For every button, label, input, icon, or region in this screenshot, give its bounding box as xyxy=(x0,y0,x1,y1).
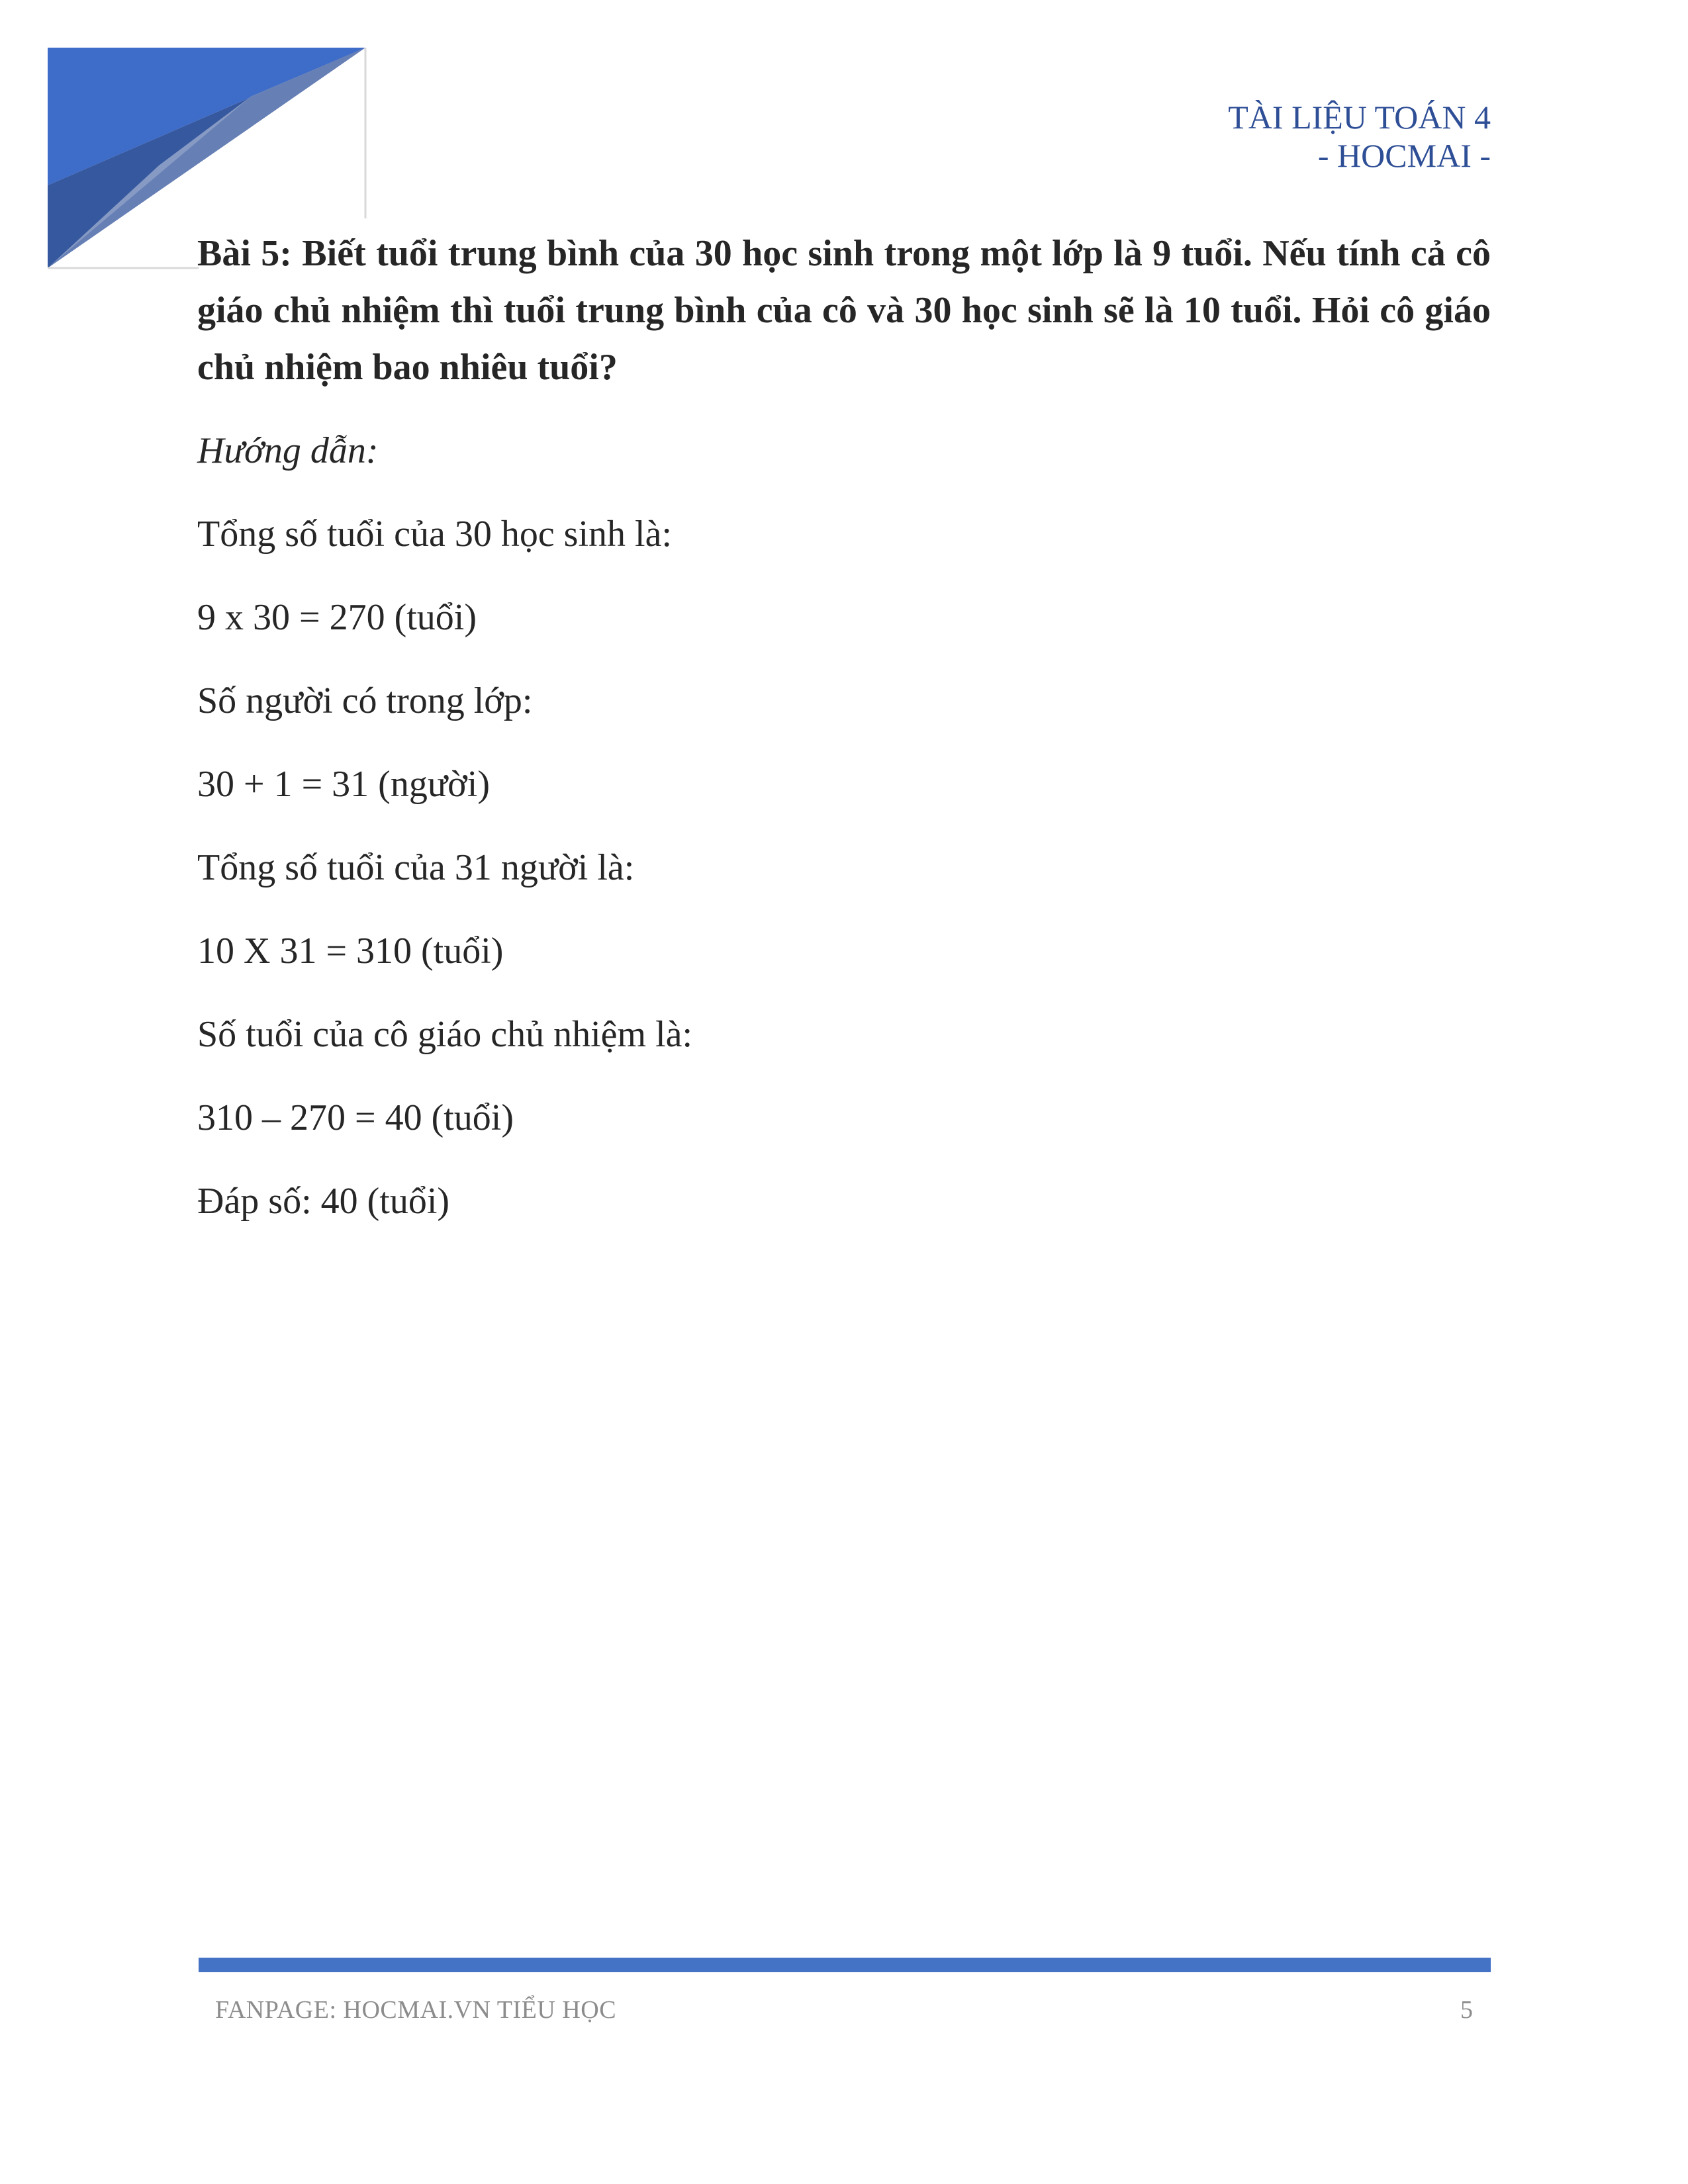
guide-label: Hướng dẫn: xyxy=(197,430,379,471)
page-number: 5 xyxy=(1460,1996,1473,2024)
footer-divider xyxy=(199,1958,1491,1972)
solution-line: Tổng số tuổi của 31 người là: xyxy=(197,847,635,888)
solution-line: Tổng số tuổi của 30 học sinh là: xyxy=(197,514,673,555)
footer-fanpage: FANPAGE: HOCMAI.VN TIỂU HỌC xyxy=(215,1996,617,2024)
solution-line: Số tuổi của cô giáo chủ nhiệm là: xyxy=(197,1014,693,1055)
problem-statement: Bài 5: Biết tuổi trung bình của 30 học sinh trong một lớp là 9 tuổi. Nếu tính cả cô giáo chủ nhiệm thì tuổi trung bình của cô và 30 học sinh sẽ là 10 tuổi. Hỏi cô giáo chủ nhiệm bao nhiêu tuổi? xyxy=(197,233,1491,388)
solution-line: 9 x 30 = 270 (tuổi) xyxy=(197,597,477,638)
document-body xyxy=(197,225,1491,1230)
solution-line: Số người có trong lớp: xyxy=(197,680,533,721)
solution-line: 30 + 1 = 31 (người) xyxy=(197,764,490,805)
solution-line: 10 X 31 = 310 (tuổi) xyxy=(197,931,504,972)
page-header xyxy=(1228,98,1491,175)
answer-line: Đáp số: 40 (tuổi) xyxy=(197,1181,450,1222)
header-title: TÀI LIỆU TOÁN 4 xyxy=(1228,99,1491,136)
header-subtitle: - HOCMAI - xyxy=(1317,137,1491,174)
solution-line: 310 – 270 = 40 (tuổi) xyxy=(197,1097,514,1138)
